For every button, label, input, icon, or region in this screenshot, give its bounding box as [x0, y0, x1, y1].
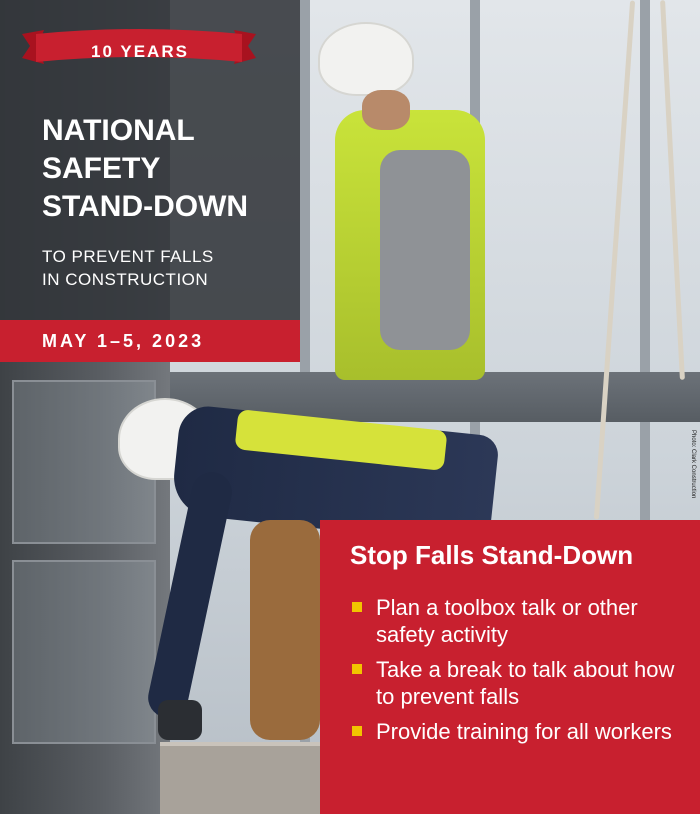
page-title: [42, 112, 248, 226]
anniversary-label: 10 YEARS: [91, 42, 189, 61]
concrete-ledge: [160, 742, 330, 814]
list-item: [352, 656, 692, 710]
card-title: Stop Falls Stand-Down: [350, 540, 634, 570]
subtitle-line: TO PREVENT FALLS: [42, 247, 214, 266]
list-item: [352, 594, 692, 648]
list-item-text: Plan a toolbox talk or other safety activity: [376, 595, 638, 647]
title-line: NATIONAL: [42, 114, 195, 147]
worker-face: [362, 90, 410, 130]
photo-credit: Photo: Clark Construction: [690, 430, 696, 499]
worker-pants: [250, 520, 320, 740]
list-item-text: Take a break to talk about how to prevent falls: [376, 657, 675, 709]
worker-sleeve: [380, 150, 470, 350]
event-date: MAY 1–5, 2023: [42, 331, 205, 351]
title-line: SAFETY: [42, 152, 161, 185]
subtitle-line: IN CONSTRUCTION: [42, 270, 209, 289]
title-line: STAND-DOWN: [42, 190, 249, 223]
bullet-icon: [352, 664, 362, 674]
bullet-icon: [352, 602, 362, 612]
subtitle: [42, 245, 214, 291]
list-item-text: Provide training for all workers: [376, 719, 672, 744]
list-item: [352, 718, 692, 745]
action-list: [352, 594, 692, 753]
hard-hat-icon: [318, 22, 414, 96]
worker-glove: [158, 700, 202, 740]
bullet-icon: [352, 726, 362, 736]
